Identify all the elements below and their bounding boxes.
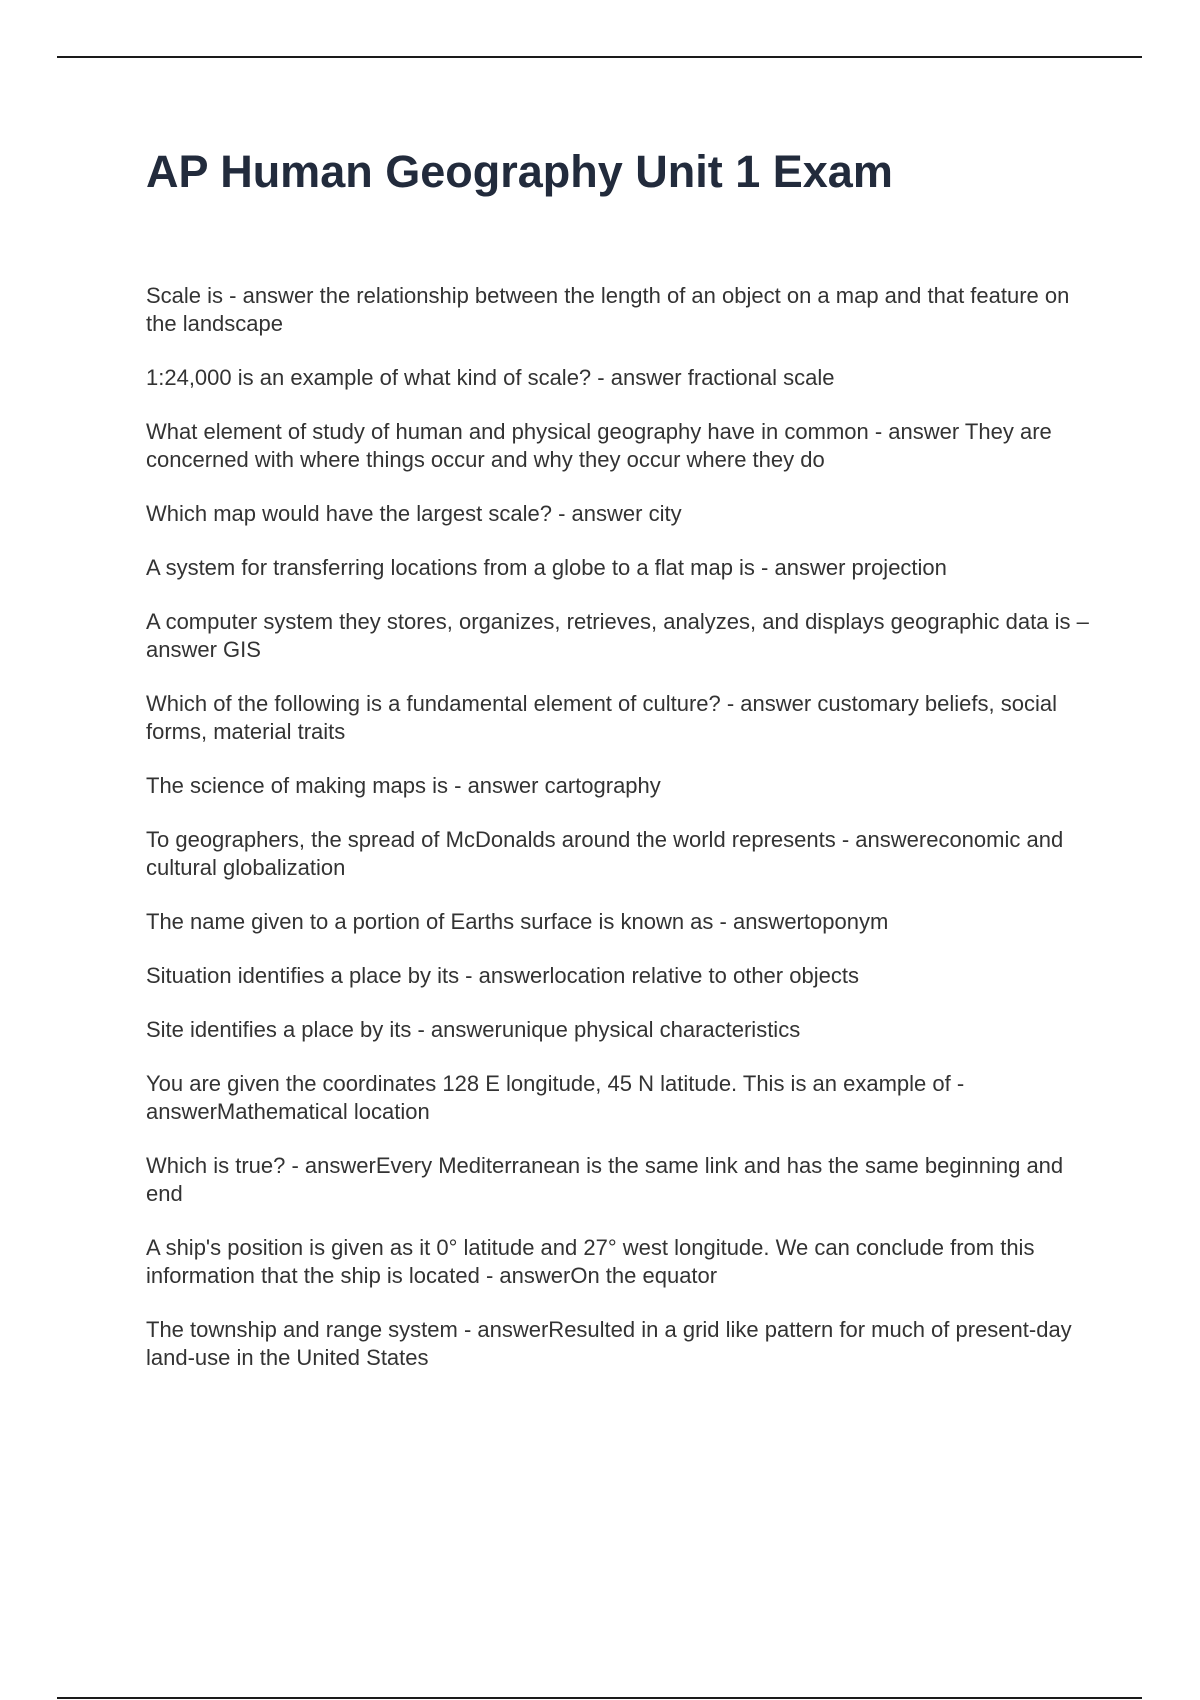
question-list <box>146 282 1096 1398</box>
question-item: 1:24,000 is an example of what kind of scale? - answer fractional scale <box>146 365 835 390</box>
question-item: To geographers, the spread of McDonalds around the world represents - answereconomic and cultural globalization <box>146 827 1064 880</box>
question-item: The science of making maps is - answer cartography <box>146 773 661 798</box>
question-item: You are given the coordinates 128 E longitude, 45 N latitude. This is an example of - answerMathematical location <box>146 1071 965 1124</box>
question-item: A system for transferring locations from a globe to a flat map is - answer projection <box>146 555 947 580</box>
question-item: What element of study of human and physical geography have in common - answer They are concerned with where things occur and why they occur where they do <box>146 419 1052 472</box>
page-title: AP Human Geography Unit 1 Exam <box>146 146 893 197</box>
question-item: The township and range system - answerResulted in a grid like pattern for much of present-day land-use in the United States <box>146 1317 1072 1370</box>
question-item: Site identifies a place by its - answerunique physical characteristics <box>146 1017 801 1042</box>
question-item: A ship's position is given as it 0° latitude and 27° west longitude. We can conclude from this information that the ship is located - answerOn the equator <box>146 1235 1035 1288</box>
top-divider <box>57 56 1142 58</box>
question-item: Which map would have the largest scale? - answer city <box>146 501 682 526</box>
bottom-divider <box>57 1697 1142 1699</box>
question-item: A computer system they stores, organizes, retrieves, analyzes, and displays geographic data is – answer GIS <box>146 609 1089 662</box>
question-item: Situation identifies a place by its - answerlocation relative to other objects <box>146 963 859 988</box>
question-item: Which of the following is a fundamental element of culture? - answer customary beliefs, social forms, material traits <box>146 691 1057 744</box>
question-item: Which is true? - answerEvery Mediterranean is the same link and has the same beginning and end <box>146 1153 1064 1206</box>
document-body <box>146 140 1096 1370</box>
question-item: Scale is - answer the relationship between the length of an object on a map and that feature on the landscape <box>146 283 1070 336</box>
question-item: The name given to a portion of Earths surface is known as - answertoponym <box>146 909 889 934</box>
